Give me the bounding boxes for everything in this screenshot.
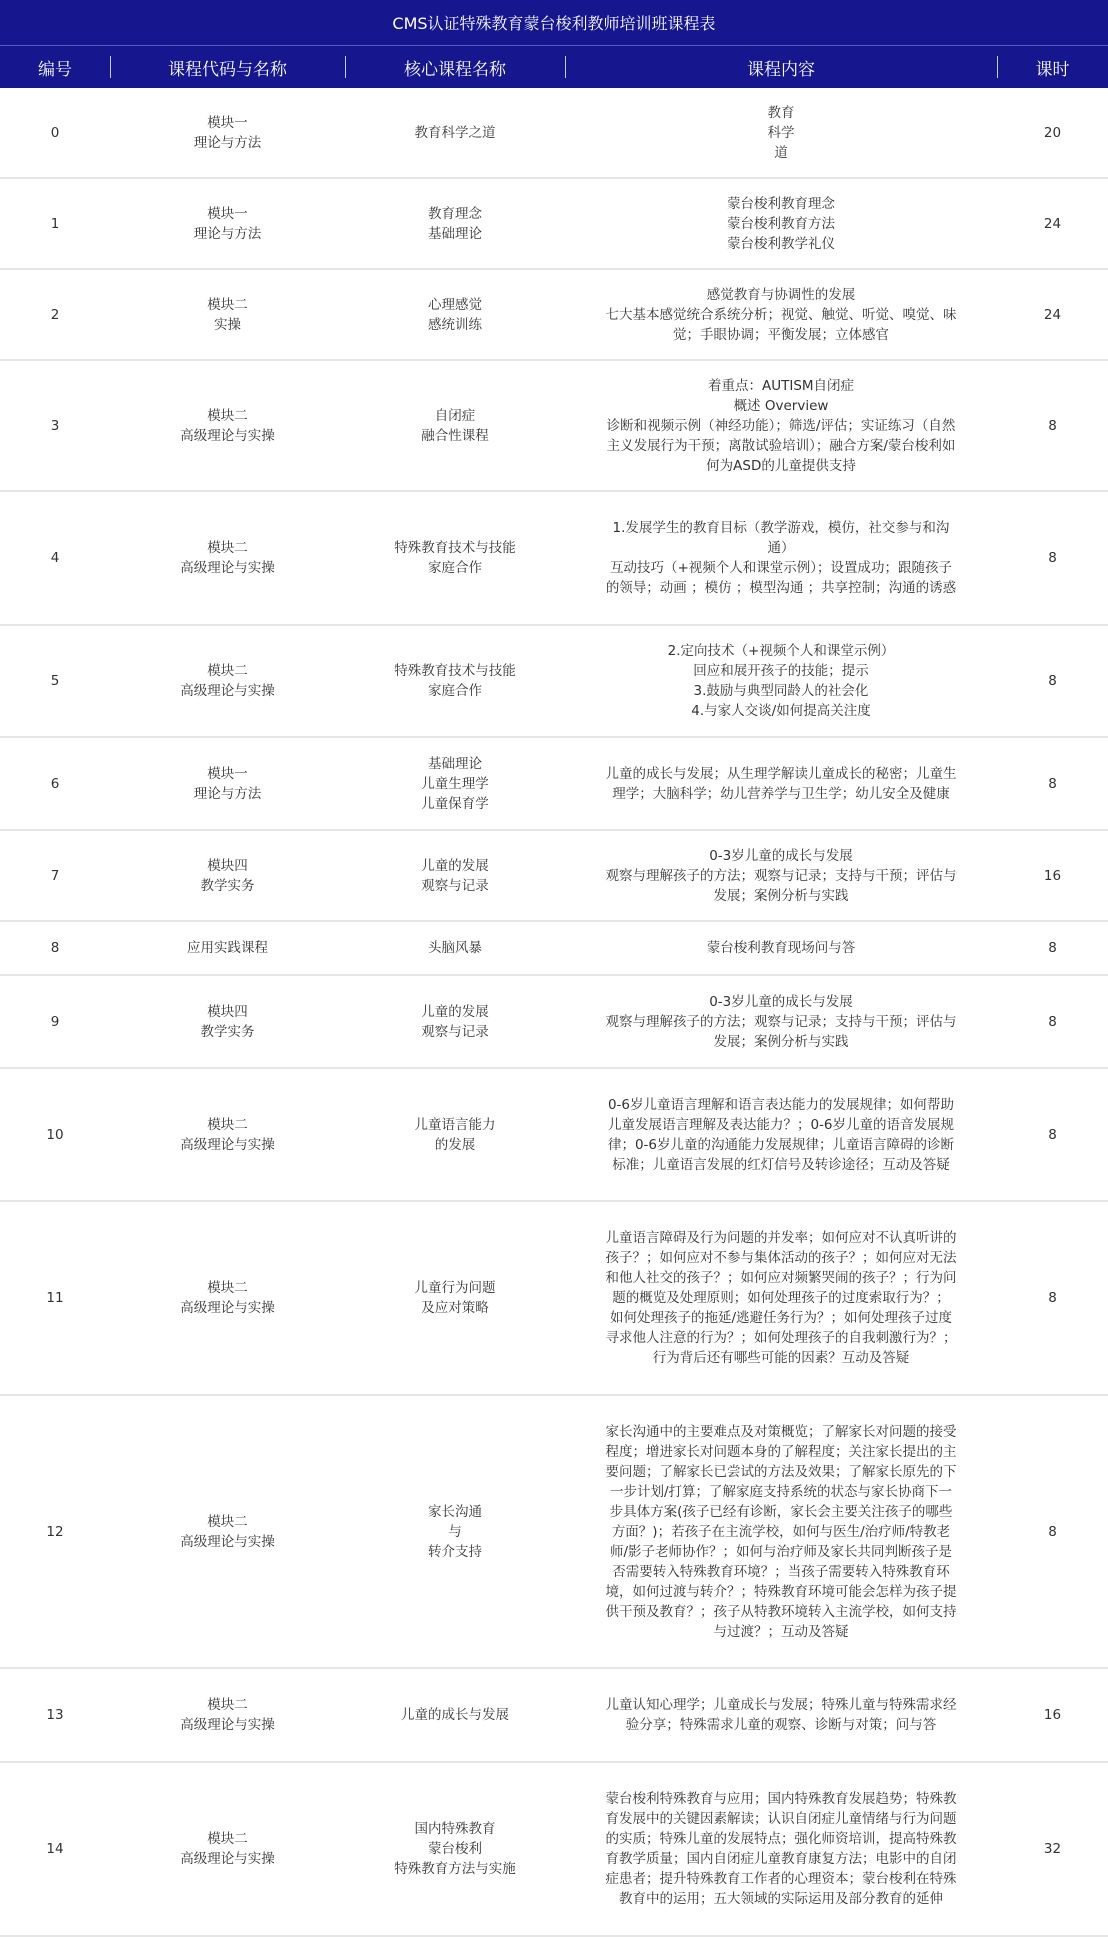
table-header — [0, 45, 1108, 88]
row-hours: 8 — [1048, 417, 1057, 434]
header-hours: 课时 — [997, 46, 1108, 88]
row-hours: 8 — [1048, 1126, 1057, 1143]
table-row — [0, 922, 1108, 976]
row-module: 模块二 高级理论与实操 — [180, 1116, 275, 1153]
table-row — [0, 831, 1108, 922]
table-row — [0, 1069, 1108, 1202]
row-number: 7 — [50, 867, 60, 884]
row-core-course: 儿童的发展 观察与记录 — [421, 857, 489, 894]
row-core-course: 基础理论 儿童生理学 儿童保育学 — [421, 755, 489, 812]
row-core-course: 心理感觉 感统训练 — [428, 296, 482, 333]
table-row — [0, 626, 1108, 738]
row-number: 11 — [46, 1290, 64, 1306]
row-module: 模块一 理论与方法 — [193, 114, 262, 151]
table-row — [0, 976, 1108, 1069]
table-row — [0, 361, 1108, 492]
table-row — [0, 1763, 1108, 1937]
row-hours: 16 — [1043, 867, 1062, 884]
row-number: 8 — [50, 940, 60, 956]
row-content: 0-3岁儿童的成长与发展 观察与理解孩子的方法；观察与记录；支持与干预；评估与发展；案例分析与实践 — [605, 847, 957, 904]
row-core-course: 特殊教育技术与技能 家庭合作 — [394, 663, 516, 699]
row-hours: 8 — [1048, 1290, 1057, 1306]
row-number: 5 — [50, 673, 60, 689]
row-core-course: 儿童的成长与发展 — [401, 1707, 509, 1723]
header-number: 编号 — [38, 59, 72, 80]
row-content: 着重点：AUTISM自闭症 概述 Overview 诊断和视频示例（神经功能）；筛选/评估；实证练习（自然主义发展行为干预；离散试验培训）；融合方案/蒙台梭利如何为ASD的儿童提供支持 — [606, 377, 956, 474]
row-number: 1 — [50, 215, 60, 232]
row-core-course: 教育科学之道 — [414, 124, 496, 141]
row-number: 14 — [46, 1841, 64, 1857]
row-core-course: 特殊教育技术与技能 家庭合作 — [394, 540, 516, 576]
row-module: 模块二 高级理论与实操 — [180, 1831, 275, 1867]
row-content: 家长沟通中的主要难点及对策概览；了解家长对问题的接受程度；增进家长对问题本身的了解程度；关注家长提出的主要问题；了解家长已尝试的方法及效果；了解家长原先的下一步计划/打算；了解家庭支持系统的状态与家长协商下一步具体方案(孩子已经有诊断，家长会主要关注孩子的哪些方面？)；若孩子在主流学校，如何与医生/治疗师/特教老师/影子老师协作？；如何与治疗师及家长共同判断孩子是否需要转入特殊教育环境？；当孩子需要转入特殊教育环境，如何过渡与转介？；特殊教育环境可能会怎样为孩子提供干预及教育？；孩子从特教环境转入主流学校，如何支持与过渡？；互动及答疑 — [605, 1423, 957, 1640]
row-content: 蒙台梭利特殊教育与应用；国内特殊教育发展趋势；特殊教育发展中的关键因素解读；认识自闭症儿童情绪与行为问题的实质；特殊儿童的发展特点；强化师资培训，提高特殊教育教学质量；国内自闭症儿童教育康复方法；电影中的自闭症患者；提升特殊教育工作者的心理资本；蒙台梭利在特殊教育中的运用；五大领域的实际运用及部分教育的延伸 — [605, 1791, 957, 1907]
table-title: CMS认证特殊教育蒙台梭利教师培训班课程表 — [0, 0, 1108, 45]
row-number: 13 — [46, 1707, 64, 1723]
row-hours: 8 — [1048, 673, 1057, 689]
table-body — [0, 88, 1108, 1937]
row-module: 模块一 理论与方法 — [193, 765, 262, 802]
row-module: 模块二 高级理论与实操 — [180, 1280, 275, 1316]
table-row — [0, 1396, 1108, 1669]
row-hours: 8 — [1048, 1523, 1057, 1540]
row-core-course: 国内特殊教育 蒙台梭利 特殊教育方法与实施 — [394, 1821, 516, 1877]
row-module: 模块二 高级理论与实操 — [180, 1697, 275, 1733]
table-row — [0, 1669, 1108, 1763]
row-number: 0 — [50, 124, 60, 141]
row-content: 蒙台梭利教育理念 蒙台梭利教育方法 蒙台梭利教学礼仪 — [727, 195, 835, 252]
row-content: 0-6岁儿童语言理解和语言表达能力的发展规律；如何帮助儿童发展语言理解及表达能力？；0-6岁儿童的语音发展规律；0-6岁儿童的沟通能力发展规律；儿童语言障碍的诊断标准；儿童语言发展的红灯信号及转诊途径；互动及答疑 — [607, 1096, 955, 1173]
row-number: 12 — [46, 1523, 64, 1540]
row-number: 6 — [50, 775, 60, 792]
row-number: 9 — [50, 1013, 60, 1030]
row-content: 感觉教育与协调性的发展 七大基本感觉统合系统分析；视觉、触觉、听觉、嗅觉、味觉；手眼协调；平衡发展；立体感官 — [605, 286, 957, 343]
table-row — [0, 88, 1108, 179]
row-hours: 8 — [1048, 550, 1057, 566]
row-module: 模块二 高级理论与实操 — [180, 1513, 275, 1550]
row-number: 2 — [50, 306, 60, 323]
row-module: 模块二 高级理论与实操 — [180, 407, 275, 444]
row-module: 模块二 高级理论与实操 — [180, 540, 275, 576]
row-number: 10 — [46, 1126, 64, 1143]
row-module: 模块二 实操 — [207, 296, 248, 333]
row-hours: 24 — [1043, 306, 1062, 323]
row-hours: 8 — [1048, 1013, 1057, 1030]
row-module: 模块二 高级理论与实操 — [180, 663, 275, 699]
row-core-course: 家长沟通 与 转介支持 — [428, 1503, 482, 1560]
row-content: 儿童的成长与发展；从生理学解读儿童成长的秘密；儿童生理学；大脑科学；幼儿营养学与卫生学；幼儿安全及健康 — [605, 765, 957, 802]
header-core-course: 核心课程名称 — [345, 46, 565, 88]
row-content: 儿童认知心理学；儿童成长与发展；特殊儿童与特殊需求经验分享；特殊需求儿童的观察、诊断与对策；问与答 — [605, 1697, 957, 1733]
row-core-course: 儿童语言能力 的发展 — [414, 1116, 496, 1153]
row-core-course: 儿童的发展 观察与记录 — [421, 1003, 489, 1040]
row-core-course: 自闭症 融合性课程 — [421, 407, 489, 444]
row-core-course: 教育理念 基础理论 — [428, 205, 482, 242]
table-row — [0, 492, 1108, 626]
row-hours: 8 — [1048, 940, 1057, 956]
row-core-course: 头脑风暴 — [428, 940, 482, 956]
row-content: 教育 科学 道 — [767, 104, 795, 161]
table-row — [0, 738, 1108, 831]
row-content: 儿童语言障碍及行为问题的并发率；如何应对不认真听讲的孩子？；如何应对不参与集体活动的孩子？；如何应对无法和他人社交的孩子？；如何应对频繁哭闹的孩子？；行为问题的概览及处理原则；如何处理孩子的过度索取行为？； 如何处理孩子的拖延/逃避任务行为？；如何处理孩子过度寻求他人注意的行为？；如何处理孩子的自我刺激行为？；行为背后还有哪些可能的因素？互动及答疑 — [605, 1230, 957, 1366]
row-number: 4 — [50, 550, 60, 566]
header-content: 课程内容 — [565, 46, 997, 88]
row-module: 应用实践课程 — [187, 940, 268, 956]
row-number: 3 — [50, 417, 60, 434]
row-content: 2.定向技术（+视频个人和课堂示例） 回应和展开孩子的技能；提示 3.鼓励与典型同龄人的社会化 4.与家人交谈/如何提高关注度 — [667, 643, 895, 719]
table-row — [0, 270, 1108, 361]
row-content: 0-3岁儿童的成长与发展 观察与理解孩子的方法；观察与记录；支持与干预；评估与发展；案例分析与实践 — [605, 993, 957, 1050]
row-content: 1.发展学生的教育目标（教学游戏，模仿，社交参与和沟通） 互动技巧（+视频个人和课堂示例）；设置成功；跟随孩子的领导；动画 ；模仿 ；模型沟通 ；共享控制；沟通的诱惑 — [605, 520, 957, 596]
row-hours: 24 — [1043, 215, 1062, 232]
row-core-course: 儿童行为问题 及应对策略 — [414, 1280, 496, 1316]
row-content: 蒙台梭利教育现场问与答 — [706, 940, 856, 956]
table-row — [0, 179, 1108, 270]
row-hours: 32 — [1043, 1841, 1062, 1857]
row-module: 模块一 理论与方法 — [193, 205, 262, 242]
row-module: 模块四 教学实务 — [200, 857, 255, 894]
table-row — [0, 1202, 1108, 1396]
header-course-code: 课程代码与名称 — [110, 46, 345, 88]
row-hours: 20 — [1043, 124, 1062, 141]
row-hours: 8 — [1048, 775, 1057, 792]
row-hours: 16 — [1043, 1707, 1062, 1723]
row-module: 模块四 教学实务 — [200, 1003, 255, 1040]
